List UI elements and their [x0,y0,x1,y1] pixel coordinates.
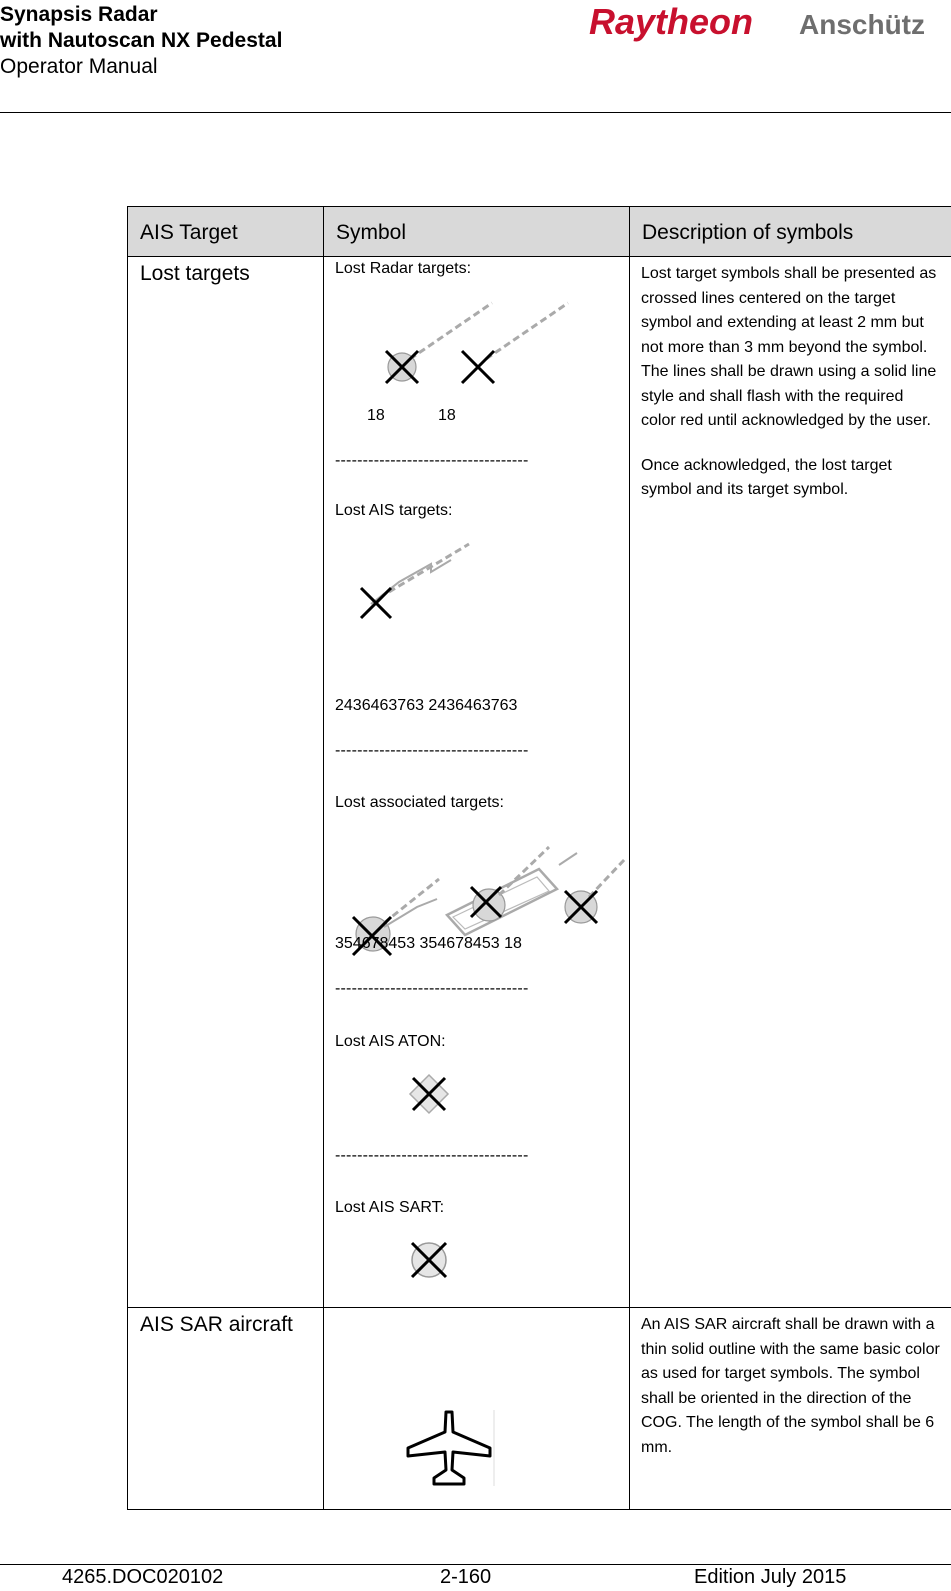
lost-sart-icon [404,1235,454,1285]
manual-type: Operator Manual [0,55,158,78]
table-header-row [128,207,951,257]
lost-radar-target-icon [374,295,604,390]
column-header-ais-target: AIS Target [128,207,324,257]
symbol-cell-lost-targets [324,257,630,1308]
radar-target-number-1: 18 [367,407,385,424]
separator: ----------------------------------- [335,1147,529,1164]
description-paragraph: Once acknowledged, the lost target symbol and its target symbol. [641,456,892,498]
sar-aircraft-icon [406,1408,496,1488]
lost-sart-label: Lost AIS SART: [335,1199,445,1216]
description-paragraph: Lost target symbols shall be presented as crossed lines centered on the target symbol and extending at least 2 mm but not more than 3 mm beyond the symbol. The lines shall be drawn using a solid line style and shall flash with the required color red until acknowledged by the user. [641,265,937,429]
lost-aton-label: Lost AIS ATON: [335,1033,446,1050]
table-row [128,257,951,1308]
radar-target-number-2: 18 [438,407,456,424]
lost-ais-label: Lost AIS targets: [335,502,453,519]
description-lost-targets [630,257,951,1308]
description-sar-aircraft: An AIS SAR aircraft shall be drawn with a thin solid outline with the same basic color as used for target symbols. The symbol shall be oriented in the direction of the COG. The length of the symbol shall be 6 mm. [630,1308,951,1510]
lost-radar-label: Lost Radar targets: [335,260,472,277]
footer-edition: Edition July 2015 [694,1566,847,1588]
column-header-description: Description of symbols [630,207,951,257]
logo-raytheon-text: Raytheon [589,4,754,42]
column-header-symbol: Symbol [324,207,630,257]
raytheon-anschutz-logo [589,4,937,44]
product-name: Synapsis Radar [0,3,158,26]
ais-symbols-table [127,206,951,1510]
target-name-sar-aircraft: AIS SAR aircraft [128,1308,324,1510]
separator: ----------------------------------- [335,742,529,759]
document-header-title [0,2,282,80]
target-name-lost-targets: Lost targets [128,257,324,1308]
lost-associated-label: Lost associated targets: [335,794,504,811]
symbol-cell-sar-aircraft [324,1308,630,1510]
ais-target-numbers: 2436463763 2436463763 [335,697,518,714]
footer-doc-number: 4265.DOC020102 [62,1566,224,1588]
table-row [128,1308,951,1510]
header-divider [0,112,951,113]
lost-aton-icon [404,1069,454,1119]
footer-page-number: 2-160 [440,1566,492,1588]
footer-divider [0,1564,951,1565]
lost-ais-target-icon [359,542,479,627]
separator: ----------------------------------- [335,980,529,997]
product-variant: with Nautoscan NX Pedestal [0,29,283,52]
separator: ----------------------------------- [335,452,529,469]
associated-target-numbers: 354678453 354678453 18 [335,935,522,952]
logo-anschutz-text: Anschütz [799,9,925,40]
